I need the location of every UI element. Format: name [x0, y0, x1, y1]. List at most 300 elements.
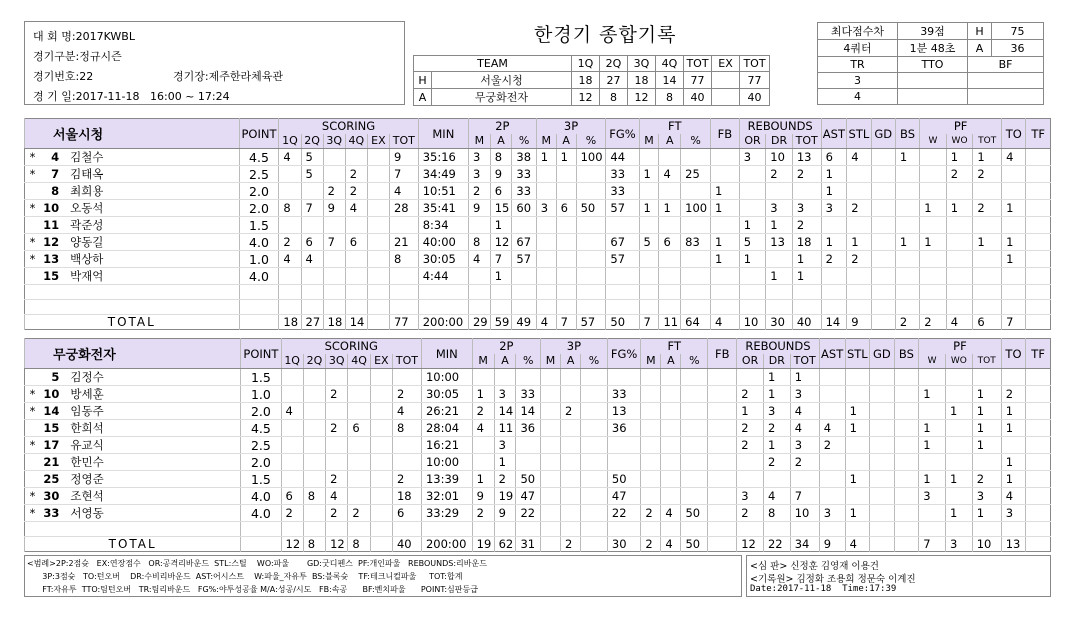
- col-subheader: TOT: [790, 354, 819, 369]
- empty-cell: [25, 522, 41, 537]
- stat-cell: 13:39: [421, 471, 472, 488]
- stat-cell: [1026, 386, 1051, 403]
- col-header: FT: [639, 119, 710, 134]
- stat-cell: 2: [392, 471, 421, 488]
- col-subheader: TOT: [973, 134, 1002, 149]
- total-cell: [367, 315, 389, 330]
- stat-cell: 1: [739, 251, 766, 268]
- stat-cell: 1: [920, 234, 947, 251]
- stat-cell: [281, 369, 303, 386]
- stat-cell: [303, 386, 325, 403]
- stat-cell: [281, 420, 303, 437]
- stat-cell: 38: [512, 149, 536, 166]
- empty-cell: [540, 522, 560, 537]
- stat-cell: [303, 471, 325, 488]
- stat-cell: [870, 505, 895, 522]
- stat-cell: [367, 166, 389, 183]
- col-subheader: %: [512, 134, 536, 149]
- stat-cell: [301, 268, 323, 285]
- stat-cell: 83: [681, 234, 711, 251]
- empty-cell: [894, 522, 919, 537]
- total-cell: 30: [766, 315, 793, 330]
- total-cell: 57: [576, 315, 606, 330]
- total-cell: 200:00: [421, 537, 472, 552]
- stat-cell: [323, 251, 345, 268]
- stat-cell: 4.0: [239, 268, 279, 285]
- stat-cell: 4: [472, 420, 494, 437]
- stat-cell: 2: [281, 505, 303, 522]
- total-cell: [1026, 315, 1051, 330]
- stat-cell: 57: [512, 251, 536, 268]
- col-subheader: M: [472, 354, 494, 369]
- player-name: 김철수: [62, 149, 239, 166]
- total-cell: 4: [536, 315, 556, 330]
- stat-cell: [821, 268, 847, 285]
- stat-cell: [894, 403, 919, 420]
- empty-cell: [301, 285, 323, 300]
- total-cell: 62: [494, 537, 516, 552]
- stat-cell: [536, 166, 556, 183]
- stat-cell: [389, 217, 418, 234]
- stat-cell: [1002, 183, 1026, 200]
- total-cell: [370, 537, 392, 552]
- empty-cell: [536, 285, 556, 300]
- header-row: [25, 119, 1051, 134]
- stat-cell: 33: [512, 166, 536, 183]
- stat-cell: 3: [468, 149, 490, 166]
- empty-cell: [323, 300, 345, 315]
- stat-cell: [639, 251, 659, 268]
- empty-cell: [40, 522, 62, 537]
- stat-cell: 2: [468, 183, 490, 200]
- player-name: 정영준: [62, 471, 240, 488]
- stat-cell: [1001, 437, 1026, 454]
- stat-cell: [847, 268, 871, 285]
- stat-cell: [303, 420, 325, 437]
- total-cell: 7: [639, 315, 659, 330]
- empty-cell: [1026, 285, 1051, 300]
- stat-cell: 1: [972, 437, 1001, 454]
- stat-cell: [790, 471, 819, 488]
- stat-cell: 6: [301, 234, 323, 251]
- stat-cell: 1: [973, 234, 1002, 251]
- stat-cell: [737, 471, 764, 488]
- stat-cell: [561, 437, 581, 454]
- player-row: [25, 505, 1051, 522]
- col-header: 2P: [472, 339, 540, 354]
- stat-cell: [348, 488, 370, 505]
- summary-header: EX: [712, 56, 740, 72]
- stat-cell: 50: [607, 471, 640, 488]
- stat-cell: [367, 183, 389, 200]
- empty-cell: [920, 285, 947, 300]
- stat-cell: [710, 268, 739, 285]
- total-cell: 8: [348, 537, 370, 552]
- stat-cell: [348, 386, 370, 403]
- stat-cell: [708, 454, 737, 471]
- stat-cell: 1: [946, 200, 973, 217]
- stat-cell: [895, 217, 919, 234]
- total-cell: 7: [1002, 315, 1026, 330]
- stat-cell: 1: [710, 234, 739, 251]
- empty-cell: [556, 300, 576, 315]
- stat-cell: [920, 183, 947, 200]
- stat-cell: [894, 420, 919, 437]
- stat-cell: 3: [792, 200, 821, 217]
- empty-cell: [421, 522, 472, 537]
- game-category: 경기구분:정규시즌: [33, 50, 122, 63]
- stat-cell: [708, 403, 737, 420]
- stat-cell: [847, 166, 871, 183]
- col-subheader: TOT: [389, 134, 418, 149]
- empty-cell: [301, 300, 323, 315]
- stat-cell: [561, 386, 581, 403]
- stat-cell: 2: [326, 386, 348, 403]
- stat-cell: [894, 454, 919, 471]
- summary-header: TOT: [740, 56, 770, 72]
- stat-cell: [661, 403, 681, 420]
- stat-cell: 3: [790, 437, 819, 454]
- col-subheader: %: [581, 354, 608, 369]
- stat-cell: 1: [845, 471, 870, 488]
- stat-cell: 57: [606, 251, 639, 268]
- stat-cell: [871, 183, 895, 200]
- stat-cell: [606, 217, 639, 234]
- stat-cell: [516, 454, 541, 471]
- player-name: 백상하: [62, 251, 239, 268]
- empty-cell: [639, 300, 659, 315]
- stat-cell: [659, 183, 681, 200]
- summary-cell: 40: [740, 89, 770, 106]
- stat-cell: [494, 369, 516, 386]
- col-subheader: WO: [946, 134, 973, 149]
- empty-cell: [659, 300, 681, 315]
- total-cell: 12: [281, 537, 303, 552]
- empty-cell: [919, 522, 946, 537]
- game-number: 경기번호:22: [33, 70, 94, 83]
- stat-cell: 35:16: [418, 149, 468, 166]
- stat-cell: 3: [494, 437, 516, 454]
- empty-cell: [241, 522, 281, 537]
- stat-cell: [973, 268, 1002, 285]
- stat-cell: 6: [392, 505, 421, 522]
- stat-cell: [556, 183, 576, 200]
- empty-cell: [920, 300, 947, 315]
- total-cell: 18: [279, 315, 301, 330]
- stat-cell: 6: [281, 488, 303, 505]
- col-subheader: 4Q: [345, 134, 367, 149]
- stat-cell: [536, 183, 556, 200]
- stat-cell: [894, 386, 919, 403]
- stat-cell: [581, 488, 608, 505]
- stat-cell: 1: [710, 200, 739, 217]
- stat-cell: [576, 183, 606, 200]
- stat-cell: [472, 369, 494, 386]
- summary-header: 1Q: [572, 56, 600, 72]
- stat-cell: [326, 454, 348, 471]
- stat-cell: 14: [40, 403, 62, 420]
- stat-cell: [303, 505, 325, 522]
- stat-cell: 1: [766, 217, 793, 234]
- stat-cell: [739, 200, 766, 217]
- total-cell: 4: [946, 315, 973, 330]
- summary-cell: 서울시청: [432, 72, 572, 89]
- stat-cell: 9: [472, 488, 494, 505]
- stat-cell: 2: [345, 166, 367, 183]
- player-row: [25, 403, 1051, 420]
- player-row: [25, 166, 1051, 183]
- stat-cell: 4: [1002, 149, 1026, 166]
- stat-cell: 11: [494, 420, 516, 437]
- stat-cell: 1: [710, 251, 739, 268]
- stat-cell: 36: [516, 420, 541, 437]
- empty-cell: [345, 285, 367, 300]
- stat-cell: 30:05: [421, 386, 472, 403]
- stat-cell: [370, 488, 392, 505]
- stat-cell: [348, 369, 370, 386]
- stat-cell: 9: [468, 200, 490, 217]
- empty-cell: [239, 300, 279, 315]
- total-row: [25, 537, 1051, 552]
- team-summary-table: [413, 55, 770, 106]
- stat-cell: [639, 149, 659, 166]
- empty-cell: [25, 285, 40, 300]
- stat-cell: 2: [737, 505, 764, 522]
- stat-cell: [576, 251, 606, 268]
- stat-cell: 3: [972, 488, 1001, 505]
- stat-cell: 2: [766, 166, 793, 183]
- stat-cell: 7: [790, 488, 819, 505]
- stat-cell: *: [25, 403, 41, 420]
- stat-cell: [303, 437, 325, 454]
- stat-cell: 5: [301, 149, 323, 166]
- stat-cell: 2: [326, 505, 348, 522]
- stat-cell: 40:00: [418, 234, 468, 251]
- stat-cell: [641, 471, 661, 488]
- extra-cell: [898, 89, 968, 105]
- col-subheader: M: [536, 134, 556, 149]
- stat-cell: 3: [819, 505, 845, 522]
- col-header: TF: [1026, 119, 1051, 149]
- stat-cell: 9: [389, 149, 418, 166]
- stat-cell: [710, 149, 739, 166]
- stat-cell: 2: [973, 200, 1002, 217]
- total-cell: 11: [659, 315, 681, 330]
- stat-cell: 1: [792, 268, 821, 285]
- player-row: [25, 369, 1051, 386]
- empty-cell: [661, 522, 681, 537]
- stat-cell: [894, 369, 919, 386]
- col-subheader: TOT: [392, 354, 421, 369]
- stat-cell: [870, 420, 895, 437]
- stat-cell: [468, 217, 490, 234]
- footer-date: Date:2017-11-18 Time:17:39: [750, 584, 897, 594]
- stat-cell: [871, 149, 895, 166]
- stat-cell: 4: [819, 420, 845, 437]
- stat-cell: [895, 268, 919, 285]
- stat-cell: 14: [516, 403, 541, 420]
- stat-cell: [1026, 183, 1051, 200]
- empty-cell: [392, 522, 421, 537]
- stat-cell: [661, 420, 681, 437]
- stat-cell: [556, 268, 576, 285]
- stat-cell: [681, 369, 708, 386]
- empty-cell: [40, 300, 62, 315]
- stat-cell: [639, 183, 659, 200]
- stat-cell: [919, 505, 946, 522]
- stat-cell: [681, 386, 708, 403]
- referees: <심 판> 신정훈 김영재 이용건: [750, 561, 879, 572]
- empty-cell: [389, 285, 418, 300]
- empty-cell: [472, 522, 494, 537]
- stat-cell: [739, 183, 766, 200]
- stat-cell: 50: [576, 200, 606, 217]
- stat-cell: 8: [40, 183, 62, 200]
- empty-cell: [556, 285, 576, 300]
- stat-cell: [895, 200, 919, 217]
- col-subheader: %: [681, 354, 708, 369]
- stat-cell: [845, 488, 870, 505]
- team-name: 무궁화전자: [25, 339, 241, 369]
- stat-cell: [919, 403, 946, 420]
- col-subheader: A: [659, 134, 681, 149]
- stat-cell: 1: [792, 251, 821, 268]
- stat-cell: [1002, 217, 1026, 234]
- stat-cell: [641, 386, 661, 403]
- stat-cell: [710, 166, 739, 183]
- stat-cell: 1: [847, 234, 871, 251]
- stat-cell: 2: [792, 166, 821, 183]
- stat-cell: [845, 386, 870, 403]
- empty-cell: [367, 300, 389, 315]
- stat-cell: 5: [301, 166, 323, 183]
- stat-cell: 1.5: [241, 369, 281, 386]
- empty-cell: [681, 285, 711, 300]
- stat-cell: 33:29: [421, 505, 472, 522]
- stat-cell: [279, 166, 301, 183]
- stat-cell: 6: [348, 420, 370, 437]
- stat-cell: 17: [40, 437, 62, 454]
- stat-cell: [279, 183, 301, 200]
- empty-cell: [606, 300, 639, 315]
- empty-cell: [576, 300, 606, 315]
- stat-cell: [581, 420, 608, 437]
- stat-cell: 33: [516, 386, 541, 403]
- stat-cell: [556, 234, 576, 251]
- team-name: 서울시청: [25, 119, 240, 149]
- stat-cell: 4: [847, 149, 871, 166]
- stat-cell: 2: [737, 420, 764, 437]
- total-cell: 12: [737, 537, 764, 552]
- total-cell: [871, 315, 895, 330]
- stat-cell: [1026, 454, 1051, 471]
- total-cell: 59: [490, 315, 512, 330]
- summary-cell: 77: [740, 72, 770, 89]
- summary-cell: 18: [572, 72, 600, 89]
- stat-cell: [973, 183, 1002, 200]
- stat-cell: [389, 268, 418, 285]
- empty-cell: [821, 300, 847, 315]
- total-cell: 2: [641, 537, 661, 552]
- stat-cell: [946, 183, 973, 200]
- stat-cell: 2: [348, 505, 370, 522]
- stat-cell: [945, 437, 972, 454]
- col-header: FG%: [606, 119, 639, 149]
- stat-cell: [661, 488, 681, 505]
- stat-cell: [871, 268, 895, 285]
- empty-cell: [681, 522, 708, 537]
- stat-cell: 2.0: [239, 183, 279, 200]
- stat-cell: 2.0: [239, 200, 279, 217]
- stat-cell: 2: [737, 437, 764, 454]
- stat-cell: [845, 369, 870, 386]
- empty-cell: [512, 300, 536, 315]
- stat-cell: 30: [40, 488, 62, 505]
- stat-cell: 1: [895, 149, 919, 166]
- empty-cell: [367, 285, 389, 300]
- stat-cell: 1: [639, 200, 659, 217]
- stat-cell: 4: [790, 420, 819, 437]
- stat-cell: [1026, 166, 1051, 183]
- stat-cell: 1: [895, 234, 919, 251]
- stat-cell: 1: [739, 217, 766, 234]
- legend-line: <범례>2P:2점슛 EX:연장점수 OR:공격리바운드 STL:스틸 WO:파울 GD:굿디펜스 PF:개인파울 REBOUNDS:리바운드: [27, 559, 487, 568]
- col-subheader: WO: [945, 354, 972, 369]
- stat-cell: [576, 234, 606, 251]
- stat-cell: 4: [659, 166, 681, 183]
- summary-cell: A: [414, 89, 432, 106]
- stat-cell: [920, 217, 947, 234]
- empty-cell: [739, 285, 766, 300]
- empty-cell: [561, 522, 581, 537]
- empty-cell: [946, 300, 973, 315]
- stat-cell: [370, 369, 392, 386]
- extra-cell: 39점: [898, 23, 968, 40]
- player-row: [25, 437, 1051, 454]
- stat-cell: 2: [973, 166, 1002, 183]
- col-header: 3P: [536, 119, 606, 134]
- stat-cell: 8: [392, 420, 421, 437]
- stat-cell: 47: [607, 488, 640, 505]
- col-subheader: M: [540, 354, 560, 369]
- stat-cell: 2: [946, 166, 973, 183]
- col-header: MIN: [418, 119, 468, 149]
- summary-header-row: [414, 56, 770, 72]
- total-cell: [708, 537, 737, 552]
- player-name: 조현석: [62, 488, 240, 505]
- player-name: 최희용: [62, 183, 239, 200]
- empty-row: [25, 300, 1051, 315]
- stat-cell: [894, 488, 919, 505]
- col-subheader: 2Q: [303, 354, 325, 369]
- legend-line: FT:자유투 TTO:팀턴오버 TR:팀리바운드 FG%:야투성공율 M/A:성공/시도 FB:속공 BF:벤치파울 POINT:심판등급: [27, 585, 478, 594]
- col-subheader: TOT: [972, 354, 1001, 369]
- total-cell: 4: [845, 537, 870, 552]
- stat-cell: 32:01: [421, 488, 472, 505]
- stat-cell: 1: [845, 505, 870, 522]
- stat-cell: 4: [389, 183, 418, 200]
- stat-cell: [326, 437, 348, 454]
- stat-cell: 26:21: [421, 403, 472, 420]
- empty-cell: [895, 300, 919, 315]
- total-cell: 40: [392, 537, 421, 552]
- extra-row: [818, 40, 1044, 57]
- stat-cell: [281, 454, 303, 471]
- stat-cell: 12: [40, 234, 62, 251]
- player-name: 오동석: [62, 200, 239, 217]
- stat-cell: [370, 420, 392, 437]
- stat-cell: 4: [279, 149, 301, 166]
